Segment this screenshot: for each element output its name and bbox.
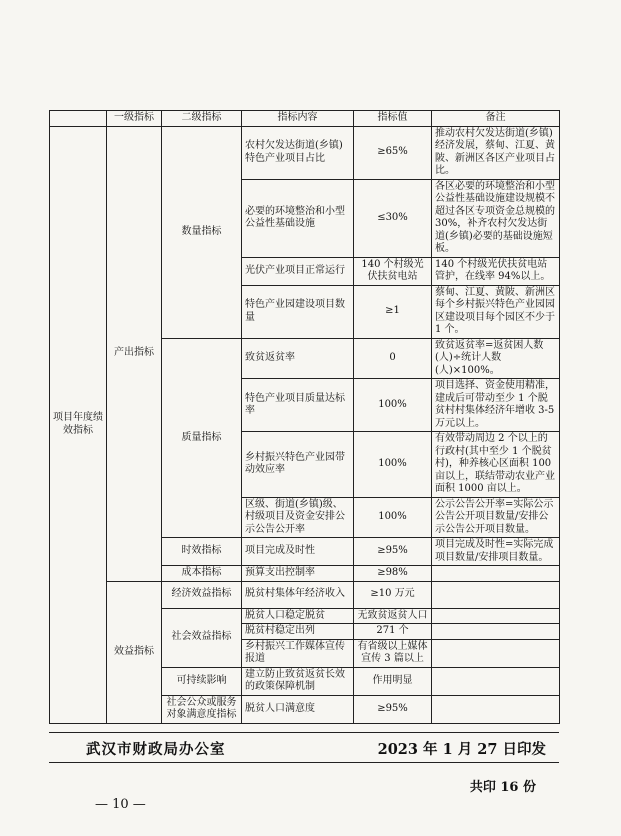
content-cell: 乡村振兴特色产业园带动效应率 bbox=[242, 432, 354, 498]
level1-benefit: 效益指标 bbox=[107, 581, 162, 723]
value-cell: 作用明显 bbox=[354, 667, 432, 695]
header-level2: 二级指标 bbox=[162, 111, 242, 127]
value-cell: 有省级以上媒体宣传 3 篇以上 bbox=[354, 639, 432, 667]
level2-timeliness: 时效指标 bbox=[162, 538, 242, 566]
value-cell: 271 个 bbox=[354, 624, 432, 640]
value-cell: ≥95% bbox=[354, 538, 432, 566]
content-cell: 特色产业园建设项目数量 bbox=[242, 285, 354, 338]
note-cell: 致贫返贫率=返贫困人数(人)÷统计人数(人)×100%。 bbox=[432, 338, 560, 379]
note-cell: 有效带动周边 2 个以上的行政村(其中至少 1 个脱贫村)，种养核心区面积 100 亩以上，联结带动农业产业面积 1000 亩以上。 bbox=[432, 432, 560, 498]
content-cell: 特色产业项目质量达标率 bbox=[242, 379, 354, 432]
level2-satisfaction: 社会公众或服务对象满意度指标 bbox=[162, 695, 242, 723]
note-cell: 蔡甸、江夏、黄陂、新洲区每个乡村振兴特色产业园园区建设项目每个园区不少于 1 个。 bbox=[432, 285, 560, 338]
issue-date: 2023 年 1 月 27 日印发 bbox=[377, 741, 546, 758]
level2-cost: 成本指标 bbox=[162, 566, 242, 582]
value-cell: 0 bbox=[354, 338, 432, 379]
value-cell: 100% bbox=[354, 497, 432, 538]
note-cell: 项目完成及时性=实际完成项目数量/安排项目数量。 bbox=[432, 538, 560, 566]
content-cell: 光伏产业项目正常运行 bbox=[242, 257, 354, 285]
content-cell: 乡村振兴工作媒体宣传报道 bbox=[242, 639, 354, 667]
table-row bbox=[50, 126, 560, 179]
table-row bbox=[50, 581, 560, 608]
value-cell: ≥1 bbox=[354, 285, 432, 338]
content-cell: 预算支出控制率 bbox=[242, 566, 354, 582]
group-label-cell: 项目年度绩效指标 bbox=[50, 126, 107, 723]
level2-quantity: 数量指标 bbox=[162, 126, 242, 338]
footer-top-rule bbox=[49, 732, 559, 733]
content-cell: 区级、街道(乡镇)级、村级项目及资金安排公示公告公开率 bbox=[242, 497, 354, 538]
content-cell: 致贫返贫率 bbox=[242, 338, 354, 379]
content-cell: 必要的环境整治和小型公益性基础设施 bbox=[242, 179, 354, 257]
value-cell: 无致贫返贫人口 bbox=[354, 608, 432, 624]
header-level1: 一级指标 bbox=[107, 111, 162, 127]
value-cell: ≥98% bbox=[354, 566, 432, 582]
header-blank bbox=[50, 111, 107, 127]
note-cell: 140 个村级光伏扶贫电站管护，在线率 94%以上。 bbox=[432, 257, 560, 285]
content-cell: 脱贫人口稳定脱贫 bbox=[242, 608, 354, 624]
note-cell bbox=[432, 639, 560, 667]
value-cell: ≥65% bbox=[354, 126, 432, 179]
print-copies: 共印 16 份 bbox=[469, 780, 536, 795]
note-cell bbox=[432, 581, 560, 608]
content-cell: 农村欠发达街道(乡镇)特色产业项目占比 bbox=[242, 126, 354, 179]
note-cell: 项目选择、资金使用精准，建成后可带动至少 1 个脱贫村村集体经济年增收 3-5 万元以上。 bbox=[432, 379, 560, 432]
note-cell bbox=[432, 695, 560, 723]
note-cell: 各区必要的环境整治和小型公益性基础设施建设规模不超过各区专项资金总规模的 30%，补齐农村欠发达街道(乡镇)必要的基础设施短板。 bbox=[432, 179, 560, 257]
level2-economic: 经济效益指标 bbox=[162, 581, 242, 608]
value-cell: 140 个村级光伏扶贫电站 bbox=[354, 257, 432, 285]
value-cell: ≥10 万元 bbox=[354, 581, 432, 608]
content-cell: 脱贫村稳定出列 bbox=[242, 624, 354, 640]
content-cell: 脱贫人口满意度 bbox=[242, 695, 354, 723]
note-cell bbox=[432, 624, 560, 640]
value-cell: ≥95% bbox=[354, 695, 432, 723]
performance-indicator-table bbox=[49, 110, 560, 724]
note-cell: 推动农村欠发达街道(乡镇)经济发展，蔡甸、江夏、黄陂、新洲区各区产业项目占比。 bbox=[432, 126, 560, 179]
note-cell bbox=[432, 608, 560, 624]
header-value: 指标值 bbox=[354, 111, 432, 127]
value-cell: ≤30% bbox=[354, 179, 432, 257]
content-cell: 项目完成及时性 bbox=[242, 538, 354, 566]
note-cell: 公示公告公开率=实际公示公告公开项目数量/安排公示公告公开项目数量。 bbox=[432, 497, 560, 538]
page-number: — 10 — bbox=[95, 797, 146, 812]
content-cell: 脱贫村集体年经济收入 bbox=[242, 581, 354, 608]
content-cell: 建立防止致贫返贫长效的政策保障机制 bbox=[242, 667, 354, 695]
level2-sustainable: 可持续影响 bbox=[162, 667, 242, 695]
header-note: 备注 bbox=[432, 111, 560, 127]
level2-quality: 质量指标 bbox=[162, 338, 242, 538]
note-cell bbox=[432, 566, 560, 582]
note-cell bbox=[432, 667, 560, 695]
footer-bottom-rule bbox=[49, 762, 559, 763]
level2-social: 社会效益指标 bbox=[162, 608, 242, 667]
value-cell: 100% bbox=[354, 432, 432, 498]
table-header-row bbox=[50, 111, 560, 127]
level1-output: 产出指标 bbox=[107, 126, 162, 581]
header-content: 指标内容 bbox=[242, 111, 354, 127]
issuer-name: 武汉市财政局办公室 bbox=[86, 741, 226, 758]
value-cell: 100% bbox=[354, 379, 432, 432]
